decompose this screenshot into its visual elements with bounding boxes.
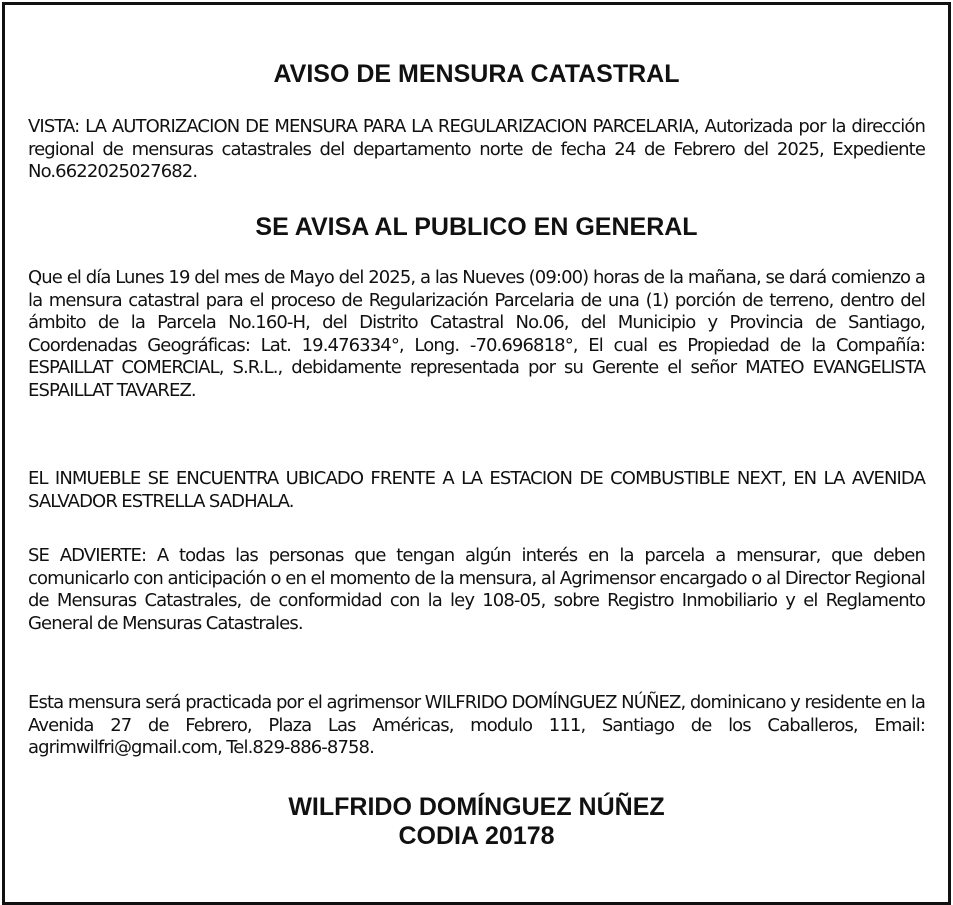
location-paragraph: EL INMUEBLE SE ENCUENTRA UBICADO FRENTE A LA ESTACION DE COMBUSTIBLE NEXT, EN LA AVENIDA SALVADOR ESTRELLA SADHALA. <box>28 468 925 512</box>
announcement-paragraph: Que el día Lunes 19 del mes de Mayo del 2025, a las Nueves (09:00) horas de la mañana, se dará comienzo a la mensura catastral para el proceso de Regularización Parcelaria de una (1) porción de terreno, dentro del ámbito de la Parcela No.160-H, del Distrito Catastral No.06, del Municipio y Provincia de Santiago, Coordenadas Geográficas: Lat. 19.476334°, Long. -70.696818°, El cual es Propiedad de la Compañía: ESPAILLAT COMERCIAL, S.R.L., debidamente representada por su Gerente el señor MATEO EVANGELISTA ESPAILLAT TAVAREZ. <box>28 267 925 401</box>
public-notice-subtitle: SE AVISA AL PUBLICO EN GENERAL <box>255 213 698 241</box>
notice-title: AVISO DE MENSURA CATASTRAL <box>273 60 680 88</box>
warning-paragraph: SE ADVIERTE: A todas las personas que tengan algún interés en la parcela a mensurar, que deben comunicarlo con anticipación o en el momento de la mensura, al Agrimensor encargado o al Director Regional de Mensuras Catastrales, de conformidad con la ley 108-05, sobre Registro Inmobiliario y el Reglamento General de Mensuras Catastrales. <box>28 545 925 634</box>
signature-block <box>28 793 925 851</box>
vista-paragraph: VISTA: LA AUTORIZACION DE MENSURA PARA LA REGULARIZACION PARCELARIA, Autorizada por la dirección regional de mensuras catastrales del departamento norte de fecha 24 de Febrero del 2025, Expediente No.6622025027682. <box>28 116 925 182</box>
notice-border <box>2 2 951 905</box>
signature-codia: CODIA 20178 <box>398 822 555 850</box>
surveyor-paragraph: Esta mensura será practicada por el agrimensor WILFRIDO DOMÍNGUEZ NÚÑEZ, dominicano y residente en la Avenida 27 de Febrero, Plaza Las Américas, modulo 111, Santiago de los Caballeros, Email: agrimwilfri@gmail.com, Tel.829-886-8758. <box>28 692 925 758</box>
signature-name: WILFRIDO DOMÍNGUEZ NÚÑEZ <box>288 793 665 821</box>
